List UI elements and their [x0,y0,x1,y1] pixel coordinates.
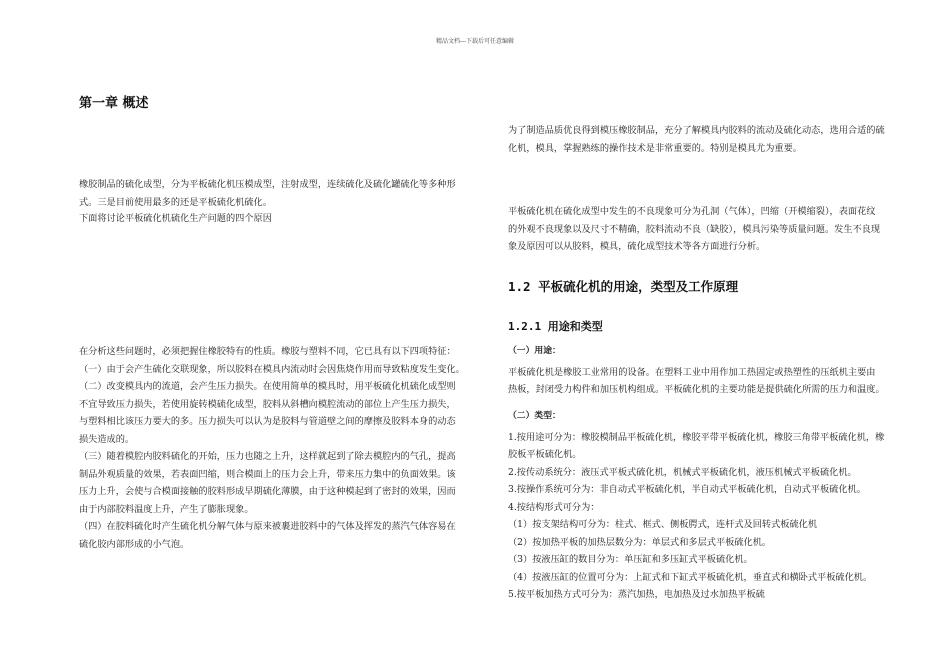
list-item: （1）按支架结构可分为：柱式、框式、侧板腭式，连杆式及回转式板硫化机 [508,519,818,530]
list-item: （2）按加热平板的加热层数分为：单层式和多层式平板硫化机。 [508,536,772,548]
left-characteristics-paragraph [79,343,479,553]
text-line: 为了制造品质优良得到模压橡胶制品，充分了解模具内胶料的流动及硫化动态，选用合适的硫 [508,125,885,136]
text-line: 硫化胶内部形成的小气泡。 [79,538,190,550]
text-line: 式。三是目前使用最多的还是平板硫化机硫化。 [79,196,272,208]
text-line: 平板硫化机在硫化成型中发生的不良现象可分为孔洞（气体），凹缩（开模缩裂），表面花纹 [508,206,876,217]
list-item: 胶板平板硫化机。 [508,449,582,460]
type-label: （二）类型： [508,411,561,421]
text-line: 的外观不良现象以及尺寸不精确，胶料流动不良（缺胶），模具污染等质量问题。发生不良现 [508,223,881,235]
list-item: 3.按操作系统可分为：非自动式平板硫化机，半自动式平板硫化机，自动式平板硫化机。 [508,484,866,495]
chapter-title: 第一章 概述 [79,96,149,111]
text-line: 压力上升，会使与合模面接触的胶料形成早期硫化薄膜，由于这种模起到了密封的效果，因而 [79,486,456,497]
page-header-note: 精品文档---下载后可任意编辑 [435,38,515,45]
section-heading-1-2: 1.2 平板硫化机的用途，类型及工作原理 [508,279,739,294]
list-item: 5.按平板加热方式可分为：蒸汽加热，电加热及过水加热平板硫 [508,589,765,600]
text-line: （二）改变模具内的流道，会产生压力损失。在使用简单的模具时，用平板硫化机硫化成型则 [79,381,456,392]
list-item: 1.按用途可分为：橡胶模制品平板硫化机，橡胶平带平板硫化机，橡胶三角带平板硫化机，橡 [508,431,885,443]
text-line: 平板硫化机是橡胶工业常用的设备。在塑料工业中用作加工热固定或热塑性的压纸机主要由 [508,366,876,378]
list-item: （4）按液压缸的位置可分为：上缸式和下缸式平板硫化机，垂直式和横卧式平板硫化机。 [508,571,873,583]
text-line: 在分析这些问题时，必须把握住橡胶特有的性质。橡胶与塑料不同，它已具有以下四项特征： [79,346,456,357]
list-item: 2.按传动系统分：液压式平板式硫化机，机械式平板硫化机，液压机械式平板硫化机。 [508,466,857,478]
text-line: 不宜导致压力损失，若使用旋转模硫化成型，胶料从斜槽向模腔流动的部位上产生压力损失， [79,398,456,410]
list-item: （3）按液压缸的数目分为：单压缸和多压缸式平板硫化机。 [508,554,753,565]
text-line: 由于内部胶料温度上升，产生了膨胀现象。 [79,503,254,515]
left-intro-paragraph [79,176,479,228]
right-intro-paragraph [508,122,908,157]
types-section [508,408,908,604]
right-defects-paragraph [508,203,908,256]
text-line: 下面将讨论平板硫化机硫化生产问题的四个原因 [79,213,272,224]
text-line: 橡胶制品的硫化成型，分为平板硫化机压模成型，注射成型，连续硫化及硫化罐硫化等多种形 [79,179,456,190]
text-line: 制品外观质量的效果，若表面凹缩，则合模面上的压力会上升，带来压力集中的负面效果。该 [79,468,456,480]
text-line: 损失造成的。 [79,433,135,445]
usage-label: （一）用途： [508,346,561,356]
text-line: （三）随着模腔内胶料硫化的开始，压力也随之上升，这样就起到了除去模腔内的气孔，提高 [79,451,456,462]
text-line: 象及原因可以从胶料，模具，硫化成型技术等各方面进行分析。 [508,241,766,252]
text-line: 化机，模具，掌握熟练的操作技术是非常重要的。特别是模具尤为重要。 [508,142,802,154]
section-heading-1-2-1: 1.2.1 用途和类型 [508,320,603,333]
text-line: （四）在胶料硫化时产生硫化机分解气体与原来被裹进胶料中的气体及挥发的蒸汽气体容易在 [79,521,456,532]
text-line: 热板，封闭受力构件和加压机构组成。平板硫化机的主要功能是提供硫化所需的压力和温度。 [508,384,885,395]
text-line: 与塑料相比该压力要大的多。压力损失可以认为是胶料与管道壁之间的摩擦及胶料本身的动态 [79,416,456,427]
list-item: 4.按结构形式可分为： [508,501,600,513]
usage-section [508,343,908,399]
text-line: （一）由于会产生硫化交联现象，所以胶料在模具内流动时会因焦烧作用而导致粘度发生变化。 [79,363,465,375]
